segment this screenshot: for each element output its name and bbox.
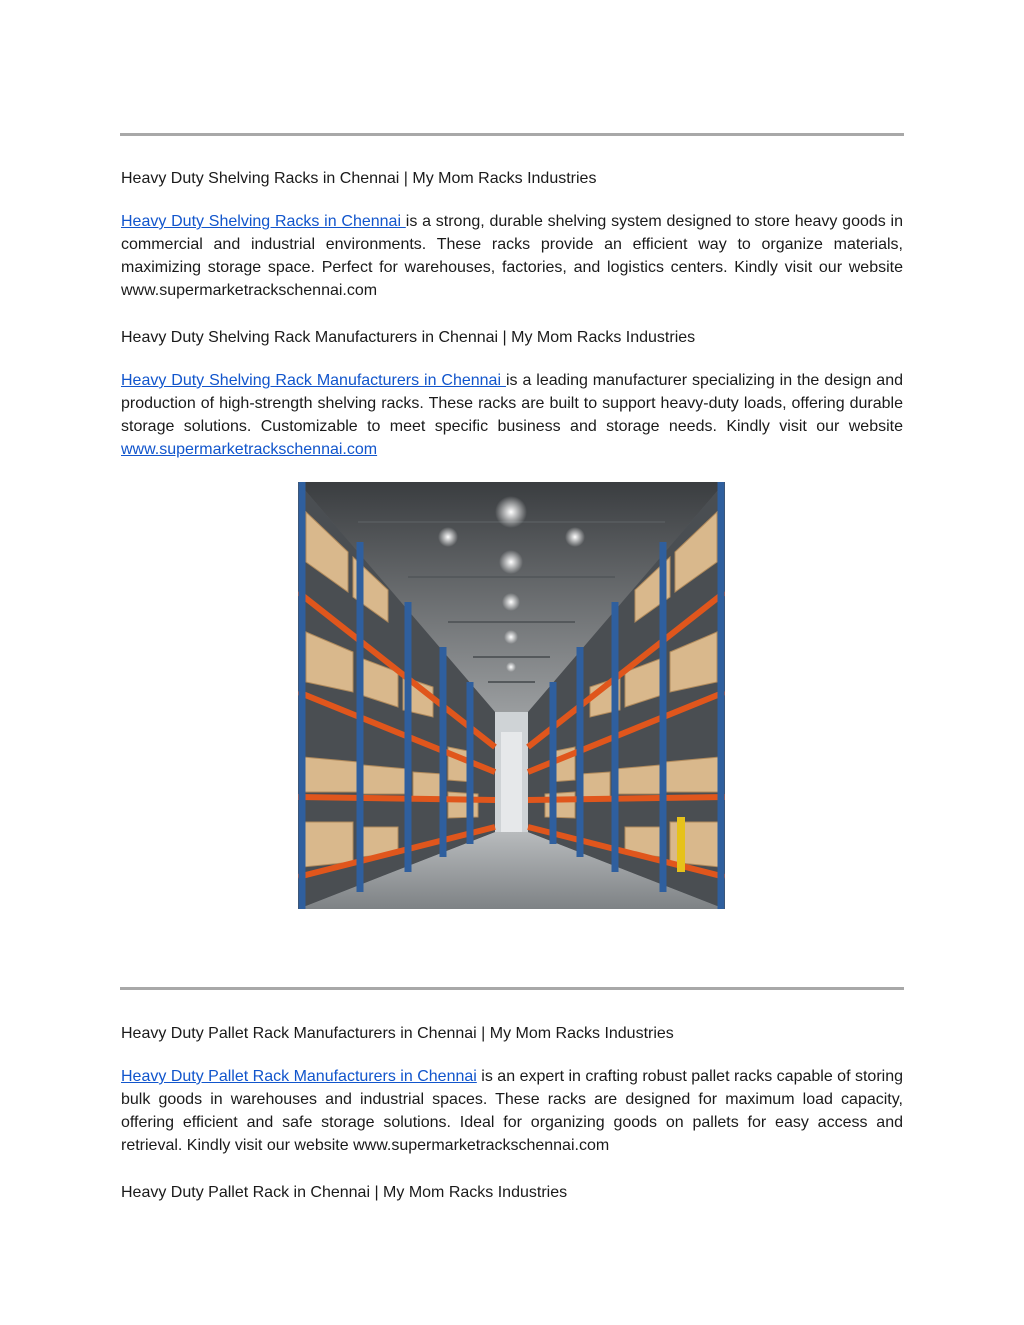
link-pallet-manufacturers[interactable]: Heavy Duty Pallet Rack Manufacturers in Chennai — [121, 1068, 477, 1085]
section-heading-shelving-manufacturers: Heavy Duty Shelving Rack Manufacturers in Chennai | My Mom Racks Industries — [121, 329, 696, 346]
section-heading-shelving-racks: Heavy Duty Shelving Racks in Chennai | My Mom Racks Industries — [121, 170, 597, 187]
paragraph-shelving-manufacturers — [121, 369, 903, 461]
link-website[interactable]: www.supermarketrackschennai.com — [121, 441, 378, 458]
paragraph-shelving-racks — [121, 210, 903, 302]
paragraph-shelving-manufacturers-text: is a leading manufacturer specializing in the design and production of high-strength shelving racks. These racks are built to support heavy-duty loads, offering durable storage solutions. Customizable to meet specific business and storage needs. Kindly visit our website — [121, 372, 904, 435]
section-heading-pallet-rack: Heavy Duty Pallet Rack in Chennai | My Mom Racks Industries — [121, 1184, 568, 1201]
paragraph-shelving-racks-text: is a strong, durable shelving system designed to store heavy goods in commercial and industrial environments. These racks provide an efficient way to organize materials, maximizing storage space. Perfect for warehouses, factories, and logistics centers. Kindly visit our website www.supermarketrackschennai.com — [121, 213, 903, 299]
paragraph-pallet-manufacturers-text: is an expert in crafting robust pallet racks capable of storing bulk goods in warehouses and industrial spaces. These racks are designed for maximum load capacity, offering efficient and safe storage solutions. Ideal for organizing goods on pallets for easy access and retrieval. Kindly visit our website www.supermarketrackschennai.com — [121, 1068, 904, 1154]
section-heading-pallet-manufacturers: Heavy Duty Pallet Rack Manufacturers in Chennai | My Mom Racks Industries — [121, 1025, 674, 1042]
middle-divider — [120, 987, 904, 990]
link-shelving-racks[interactable]: Heavy Duty Shelving Racks in Chennai — [121, 213, 406, 230]
warehouse-photo — [298, 482, 725, 909]
top-divider — [120, 133, 904, 136]
paragraph-pallet-manufacturers — [121, 1065, 903, 1157]
link-shelving-manufacturers[interactable]: Heavy Duty Shelving Rack Manufacturers in Chennai — [121, 372, 506, 389]
